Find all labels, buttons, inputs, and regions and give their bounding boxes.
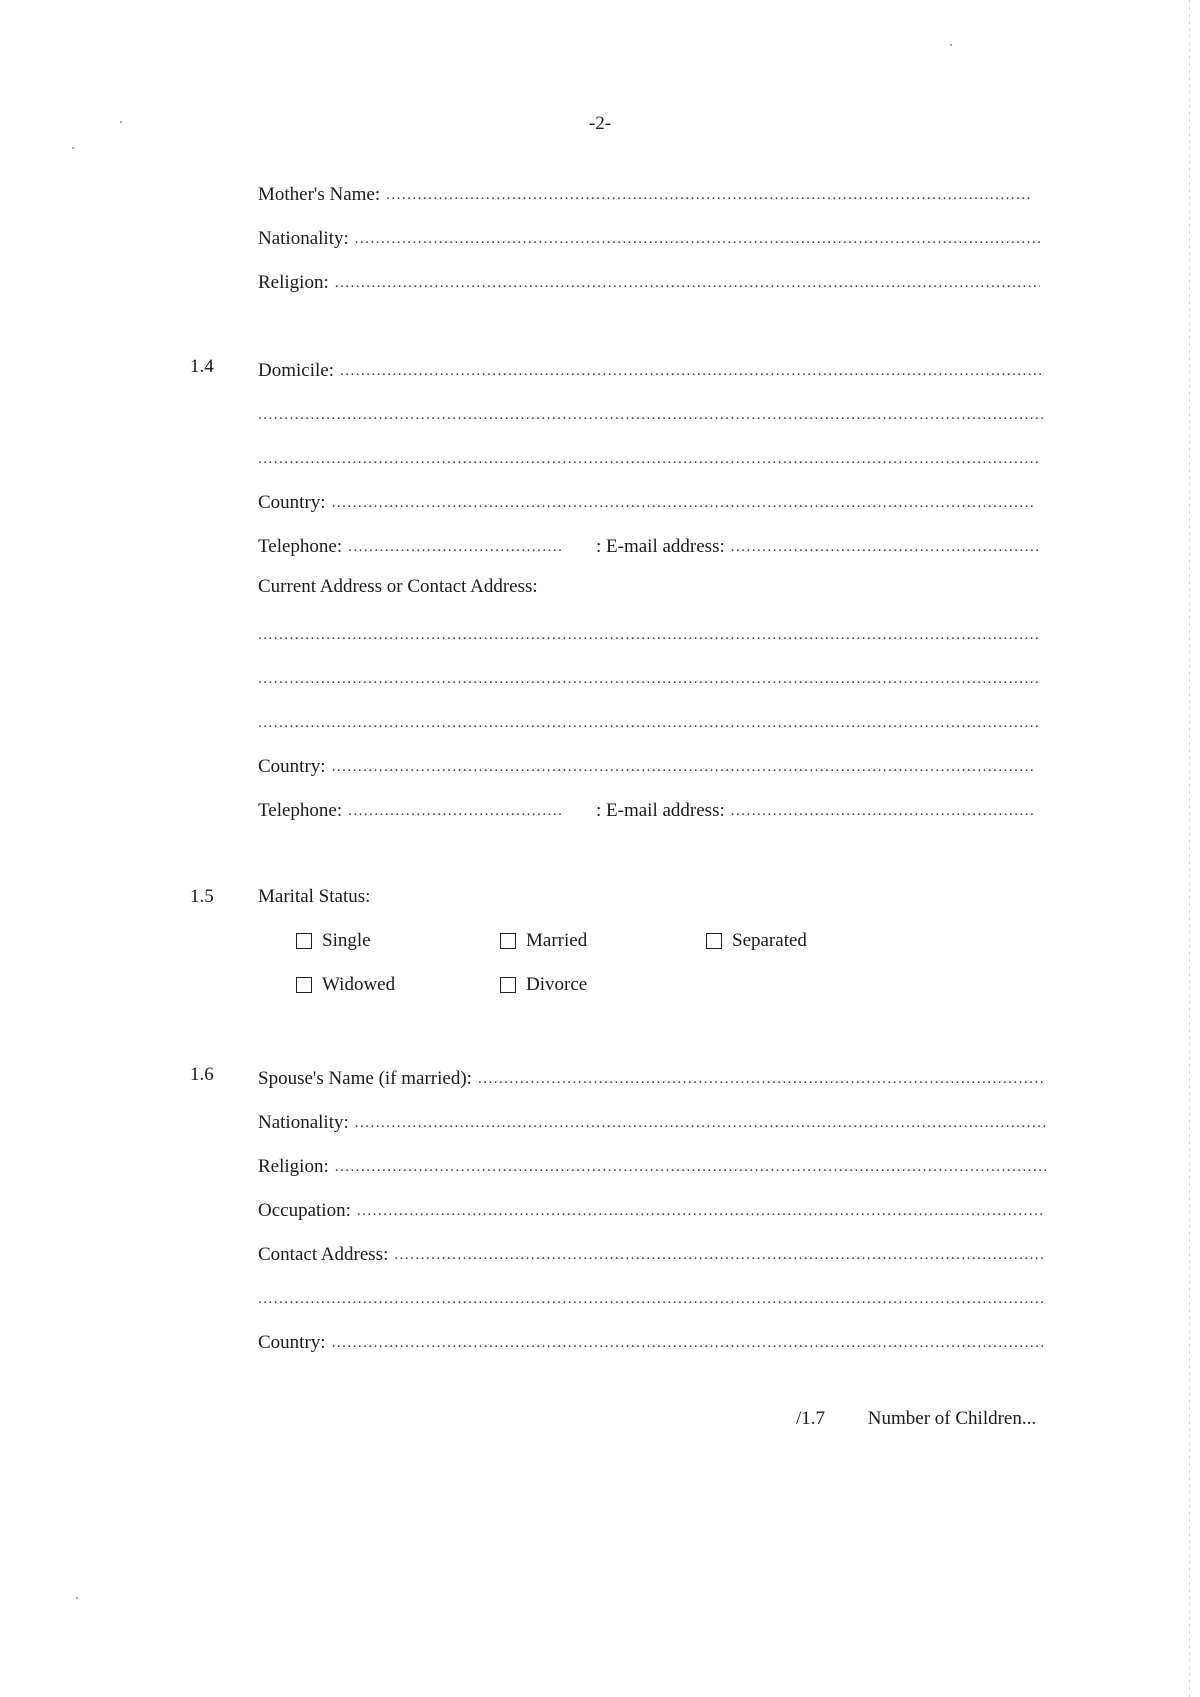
fill-line[interactable] bbox=[258, 448, 1040, 470]
fill-line[interactable] bbox=[332, 492, 1036, 514]
spouse-occupation-field[interactable] bbox=[258, 1196, 1044, 1222]
fill-line[interactable] bbox=[355, 228, 1040, 250]
email-label: : E-mail address: bbox=[596, 536, 725, 557]
spouse-religion-field[interactable] bbox=[258, 1152, 1046, 1178]
option-label: Single bbox=[322, 930, 371, 951]
scan-speck bbox=[950, 44, 952, 46]
fill-line[interactable] bbox=[335, 272, 1040, 294]
mothers-name-label: Mother's Name: bbox=[258, 184, 381, 205]
checkbox[interactable] bbox=[500, 977, 516, 993]
fill-line[interactable] bbox=[731, 536, 1038, 558]
email-field[interactable] bbox=[596, 532, 1038, 558]
option-label: Separated bbox=[732, 930, 807, 951]
scan-edge-artifact bbox=[1189, 0, 1190, 1697]
domicile-field[interactable] bbox=[258, 356, 1044, 382]
marital-option-single[interactable] bbox=[296, 930, 371, 952]
fill-line[interactable] bbox=[335, 1156, 1046, 1178]
fill-line[interactable] bbox=[731, 800, 1034, 822]
fill-line[interactable] bbox=[340, 360, 1044, 382]
email-label: : E-mail address: bbox=[596, 800, 725, 821]
fill-line[interactable] bbox=[394, 1244, 1044, 1266]
fill-line[interactable] bbox=[258, 668, 1040, 690]
checkbox[interactable] bbox=[706, 933, 722, 949]
domicile-line-3[interactable] bbox=[258, 444, 1040, 470]
spouse-contact-address-line-2[interactable] bbox=[258, 1284, 1044, 1310]
contact-address-label: Contact Address: bbox=[258, 1244, 389, 1265]
fill-line[interactable] bbox=[357, 1200, 1044, 1222]
marital-option-divorce[interactable] bbox=[500, 974, 587, 996]
domicile-label: Domicile: bbox=[258, 360, 334, 381]
fill-line[interactable] bbox=[258, 624, 1040, 646]
country-label: Country: bbox=[258, 1332, 326, 1353]
option-label: Divorce bbox=[526, 974, 588, 995]
spouse-contact-address-field[interactable] bbox=[258, 1240, 1044, 1266]
current-address-line-2[interactable] bbox=[258, 664, 1040, 690]
domicile-line-2[interactable] bbox=[258, 400, 1044, 426]
current-address-line-3[interactable] bbox=[258, 708, 1040, 734]
spouse-name-label: Spouse's Name (if married): bbox=[258, 1068, 472, 1089]
marital-option-married[interactable] bbox=[500, 930, 587, 952]
telephone-label: Telephone: bbox=[258, 536, 343, 557]
option-label: Widowed bbox=[322, 974, 396, 995]
continuation-reference bbox=[796, 1408, 1036, 1430]
nationality-field[interactable] bbox=[258, 224, 1040, 250]
country2-field[interactable] bbox=[258, 752, 1036, 778]
checkbox[interactable] bbox=[296, 933, 312, 949]
spouse-nationality-field[interactable] bbox=[258, 1108, 1046, 1134]
fill-line[interactable] bbox=[478, 1068, 1046, 1090]
marital-status-label: Marital Status: bbox=[258, 886, 371, 907]
marital-option-separated[interactable] bbox=[706, 930, 807, 952]
fill-line[interactable] bbox=[258, 1288, 1044, 1310]
checkbox[interactable] bbox=[500, 933, 516, 949]
telephone-field[interactable] bbox=[258, 532, 564, 558]
fill-line[interactable] bbox=[258, 404, 1044, 426]
scan-speck bbox=[76, 1597, 78, 1599]
nationality-label: Nationality: bbox=[258, 1112, 349, 1133]
country-label: Country: bbox=[258, 492, 326, 513]
fill-line[interactable] bbox=[258, 712, 1040, 734]
scan-speck bbox=[72, 147, 74, 149]
current-address-line-1[interactable] bbox=[258, 620, 1040, 646]
marital-option-widowed[interactable] bbox=[296, 974, 395, 996]
religion-label: Religion: bbox=[258, 272, 329, 293]
fill-line[interactable] bbox=[348, 536, 564, 558]
nationality-label: Nationality: bbox=[258, 228, 349, 249]
fill-line[interactable] bbox=[332, 756, 1036, 778]
spouse-country-field[interactable] bbox=[258, 1328, 1044, 1354]
country-label: Country: bbox=[258, 756, 326, 777]
fill-line[interactable] bbox=[386, 184, 1033, 206]
fill-line[interactable] bbox=[348, 800, 564, 822]
mothers-name-field[interactable] bbox=[258, 180, 1033, 206]
page-number: -2- bbox=[588, 113, 612, 134]
spouse-name-field[interactable] bbox=[258, 1064, 1046, 1090]
religion-label: Religion: bbox=[258, 1156, 329, 1177]
country-field[interactable] bbox=[258, 488, 1036, 514]
next-section-number: /1.7 bbox=[796, 1408, 826, 1429]
section-number-1-5: 1.5 bbox=[190, 886, 214, 907]
email2-field[interactable] bbox=[596, 796, 1034, 822]
occupation-label: Occupation: bbox=[258, 1200, 351, 1221]
option-label: Married bbox=[526, 930, 588, 951]
section-number-1-4: 1.4 bbox=[190, 356, 214, 377]
checkbox[interactable] bbox=[296, 977, 312, 993]
fill-line[interactable] bbox=[332, 1332, 1044, 1354]
next-section-title: Number of Children... bbox=[867, 1408, 1037, 1429]
telephone2-field[interactable] bbox=[258, 796, 564, 822]
telephone-label: Telephone: bbox=[258, 800, 343, 821]
religion-field[interactable] bbox=[258, 268, 1040, 294]
section-number-1-6: 1.6 bbox=[190, 1064, 214, 1085]
current-address-label: Current Address or Contact Address: bbox=[258, 576, 538, 597]
fill-line[interactable] bbox=[355, 1112, 1046, 1134]
